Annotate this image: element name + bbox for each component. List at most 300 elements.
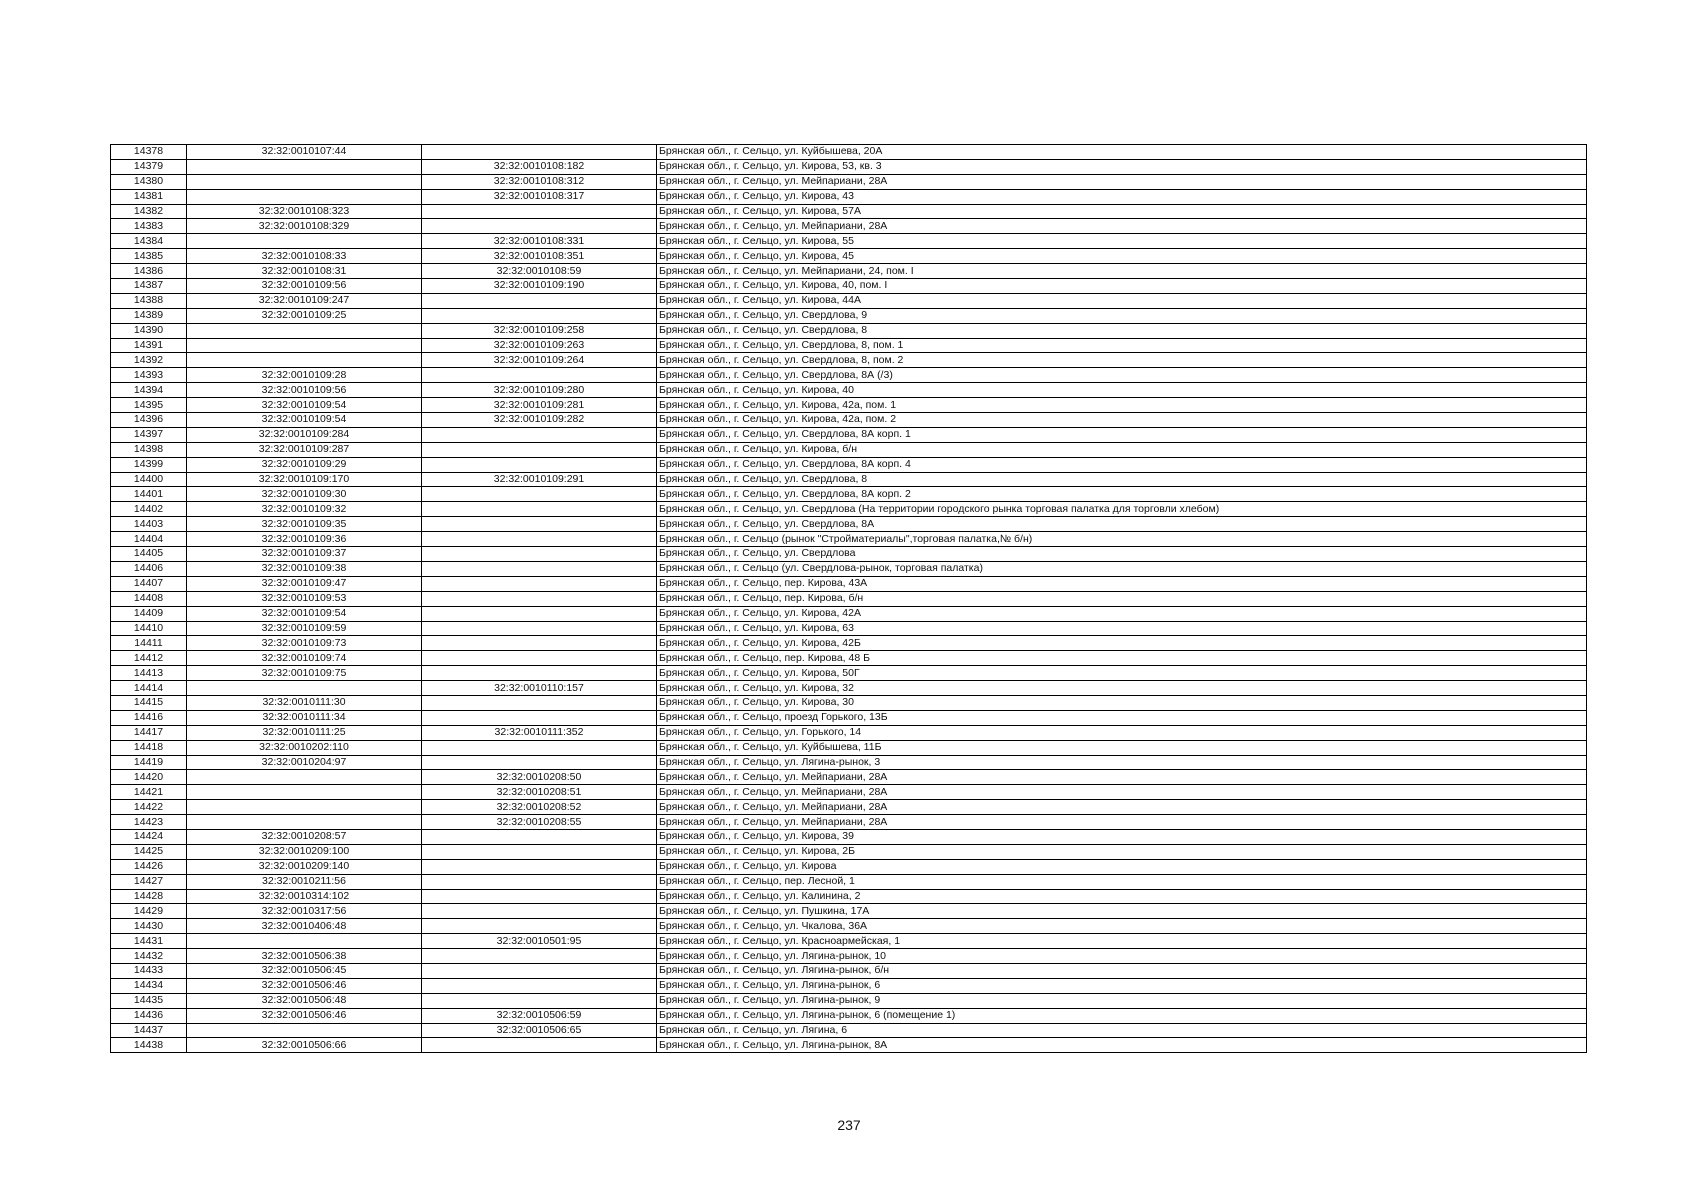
object-cadastral-number-cell bbox=[422, 487, 657, 502]
row-number-cell: 14409 bbox=[111, 606, 187, 621]
object-cadastral-number-cell bbox=[422, 829, 657, 844]
row-number-cell: 14427 bbox=[111, 874, 187, 889]
cadastral-number-cell bbox=[187, 159, 422, 174]
table-row bbox=[111, 532, 1587, 547]
table-row bbox=[111, 442, 1587, 457]
cadastral-number-cell: 32:32:0010109:37 bbox=[187, 547, 422, 562]
row-number-cell: 14434 bbox=[111, 978, 187, 993]
object-cadastral-number-cell bbox=[422, 740, 657, 755]
property-table bbox=[110, 144, 1587, 1053]
cadastral-number-cell bbox=[187, 800, 422, 815]
row-number-cell: 14406 bbox=[111, 561, 187, 576]
address-cell: Брянская обл., г. Сельцо, ул. Мейпариани, 24, пом. I bbox=[657, 264, 1587, 279]
table-row bbox=[111, 755, 1587, 770]
cadastral-number-cell: 32:32:0010109:284 bbox=[187, 427, 422, 442]
object-cadastral-number-cell: 32:32:0010506:65 bbox=[422, 1023, 657, 1038]
table-row bbox=[111, 725, 1587, 740]
object-cadastral-number-cell: 32:32:0010109:282 bbox=[422, 413, 657, 428]
table-row bbox=[111, 770, 1587, 785]
address-cell: Брянская обл., г. Сельцо, ул. Кирова, 53, кв. 3 bbox=[657, 159, 1587, 174]
address-cell: Брянская обл., г. Сельцо, ул. Мейпариани, 28А bbox=[657, 770, 1587, 785]
row-number-cell: 14418 bbox=[111, 740, 187, 755]
address-cell: Брянская обл., г. Сельцо, ул. Свердлова (На территории городского рынка торговая палатка для торговли хлебом) bbox=[657, 502, 1587, 517]
row-number-cell: 14381 bbox=[111, 189, 187, 204]
address-cell: Брянская обл., г. Сельцо, ул. Калинина, 2 bbox=[657, 889, 1587, 904]
row-number-cell: 14429 bbox=[111, 904, 187, 919]
row-number-cell: 14414 bbox=[111, 681, 187, 696]
row-number-cell: 14402 bbox=[111, 502, 187, 517]
cadastral-number-cell: 32:32:0010506:38 bbox=[187, 949, 422, 964]
row-number-cell: 14420 bbox=[111, 770, 187, 785]
table-row bbox=[111, 174, 1587, 189]
table-row bbox=[111, 949, 1587, 964]
cadastral-number-cell: 32:32:0010109:287 bbox=[187, 442, 422, 457]
cadastral-number-cell: 32:32:0010109:35 bbox=[187, 517, 422, 532]
table-row bbox=[111, 800, 1587, 815]
address-cell: Брянская обл., г. Сельцо, ул. Свердлова, 8А bbox=[657, 517, 1587, 532]
table-row bbox=[111, 904, 1587, 919]
row-number-cell: 14391 bbox=[111, 338, 187, 353]
cadastral-number-cell bbox=[187, 815, 422, 830]
row-number-cell: 14387 bbox=[111, 279, 187, 294]
object-cadastral-number-cell bbox=[422, 591, 657, 606]
row-number-cell: 14397 bbox=[111, 427, 187, 442]
row-number-cell: 14433 bbox=[111, 963, 187, 978]
cadastral-number-cell: 32:32:0010108:31 bbox=[187, 264, 422, 279]
cadastral-number-cell: 32:32:0010108:33 bbox=[187, 249, 422, 264]
address-cell: Брянская обл., г. Сельцо, ул. Кирова, 57А bbox=[657, 204, 1587, 219]
address-cell: Брянская обл., г. Сельцо, ул. Пушкина, 17А bbox=[657, 904, 1587, 919]
row-number-cell: 14423 bbox=[111, 815, 187, 830]
row-number-cell: 14419 bbox=[111, 755, 187, 770]
table-row bbox=[111, 487, 1587, 502]
row-number-cell: 14432 bbox=[111, 949, 187, 964]
row-number-cell: 14437 bbox=[111, 1023, 187, 1038]
address-cell: Брянская обл., г. Сельцо, ул. Куйбышева, 20А bbox=[657, 145, 1587, 160]
object-cadastral-number-cell: 32:32:0010108:182 bbox=[422, 159, 657, 174]
object-cadastral-number-cell: 32:32:0010110:157 bbox=[422, 681, 657, 696]
address-cell: Брянская обл., г. Сельцо, ул. Лягина-рынок, б/н bbox=[657, 963, 1587, 978]
object-cadastral-number-cell bbox=[422, 963, 657, 978]
address-cell: Брянская обл., г. Сельцо, ул. Кирова, 42а, пом. 2 bbox=[657, 413, 1587, 428]
table-row bbox=[111, 606, 1587, 621]
table-row bbox=[111, 710, 1587, 725]
object-cadastral-number-cell: 32:32:0010108:317 bbox=[422, 189, 657, 204]
address-cell: Брянская обл., г. Сельцо, ул. Кирова, 40 bbox=[657, 383, 1587, 398]
row-number-cell: 14386 bbox=[111, 264, 187, 279]
table-row bbox=[111, 919, 1587, 934]
object-cadastral-number-cell bbox=[422, 844, 657, 859]
cadastral-number-cell: 32:32:0010109:54 bbox=[187, 606, 422, 621]
cadastral-number-cell bbox=[187, 234, 422, 249]
cadastral-number-cell: 32:32:0010109:25 bbox=[187, 308, 422, 323]
row-number-cell: 14399 bbox=[111, 457, 187, 472]
cadastral-number-cell bbox=[187, 338, 422, 353]
table-row bbox=[111, 189, 1587, 204]
object-cadastral-number-cell bbox=[422, 755, 657, 770]
object-cadastral-number-cell: 32:32:0010109:281 bbox=[422, 398, 657, 413]
table-row bbox=[111, 413, 1587, 428]
table-row bbox=[111, 934, 1587, 949]
cadastral-number-cell bbox=[187, 174, 422, 189]
address-cell: Брянская обл., г. Сельцо, ул. Лягина-рынок, 8А bbox=[657, 1038, 1587, 1053]
object-cadastral-number-cell bbox=[422, 219, 657, 234]
address-cell: Брянская обл., г. Сельцо, ул. Кирова, 55 bbox=[657, 234, 1587, 249]
table-row bbox=[111, 1038, 1587, 1053]
row-number-cell: 14383 bbox=[111, 219, 187, 234]
address-cell: Брянская обл., г. Сельцо, ул. Кирова, 50Г bbox=[657, 666, 1587, 681]
address-cell: Брянская обл., г. Сельцо, ул. Свердлова bbox=[657, 547, 1587, 562]
table-row bbox=[111, 844, 1587, 859]
row-number-cell: 14426 bbox=[111, 859, 187, 874]
cadastral-number-cell: 32:32:0010109:36 bbox=[187, 532, 422, 547]
row-number-cell: 14436 bbox=[111, 1008, 187, 1023]
address-cell: Брянская обл., г. Сельцо, ул. Свердлова, 9 bbox=[657, 308, 1587, 323]
address-cell: Брянская обл., г. Сельцо, ул. Мейпариани, 28А bbox=[657, 219, 1587, 234]
object-cadastral-number-cell bbox=[422, 636, 657, 651]
row-number-cell: 14422 bbox=[111, 800, 187, 815]
cadastral-number-cell: 32:32:0010506:46 bbox=[187, 1008, 422, 1023]
address-cell: Брянская обл., г. Сельцо, ул. Куйбышева, 11Б bbox=[657, 740, 1587, 755]
table-row bbox=[111, 472, 1587, 487]
row-number-cell: 14400 bbox=[111, 472, 187, 487]
address-cell: Брянская обл., г. Сельцо, ул. Кирова, 63 bbox=[657, 621, 1587, 636]
cadastral-number-cell: 32:32:0010202:110 bbox=[187, 740, 422, 755]
cadastral-number-cell: 32:32:0010111:30 bbox=[187, 695, 422, 710]
table-row bbox=[111, 740, 1587, 755]
object-cadastral-number-cell bbox=[422, 368, 657, 383]
table-row bbox=[111, 293, 1587, 308]
cadastral-number-cell bbox=[187, 681, 422, 696]
table-row bbox=[111, 398, 1587, 413]
address-cell: Брянская обл., г. Сельцо, пер. Лесной, 1 bbox=[657, 874, 1587, 889]
object-cadastral-number-cell: 32:32:0010109:190 bbox=[422, 279, 657, 294]
table-row bbox=[111, 547, 1587, 562]
row-number-cell: 14435 bbox=[111, 993, 187, 1008]
cadastral-number-cell: 32:32:0010109:75 bbox=[187, 666, 422, 681]
object-cadastral-number-cell: 32:32:0010109:280 bbox=[422, 383, 657, 398]
row-number-cell: 14398 bbox=[111, 442, 187, 457]
cadastral-number-cell: 32:32:0010208:57 bbox=[187, 829, 422, 844]
cadastral-number-cell: 32:32:0010211:56 bbox=[187, 874, 422, 889]
table-row bbox=[111, 219, 1587, 234]
row-number-cell: 14438 bbox=[111, 1038, 187, 1053]
object-cadastral-number-cell bbox=[422, 651, 657, 666]
address-cell: Брянская обл., г. Сельцо, ул. Кирова, 42Б bbox=[657, 636, 1587, 651]
cadastral-number-cell: 32:32:0010109:74 bbox=[187, 651, 422, 666]
table-row bbox=[111, 681, 1587, 696]
cadastral-number-cell: 32:32:0010109:47 bbox=[187, 576, 422, 591]
row-number-cell: 14390 bbox=[111, 323, 187, 338]
object-cadastral-number-cell bbox=[422, 606, 657, 621]
address-cell: Брянская обл., г. Сельцо, ул. Лягина, 6 bbox=[657, 1023, 1587, 1038]
row-number-cell: 14393 bbox=[111, 368, 187, 383]
address-cell: Брянская обл., г. Сельцо, ул. Лягина-рынок, 6 (помещение 1) bbox=[657, 1008, 1587, 1023]
table-row bbox=[111, 204, 1587, 219]
object-cadastral-number-cell bbox=[422, 457, 657, 472]
object-cadastral-number-cell bbox=[422, 949, 657, 964]
address-cell: Брянская обл., г. Сельцо, проезд Горького, 13Б bbox=[657, 710, 1587, 725]
object-cadastral-number-cell: 32:32:0010208:51 bbox=[422, 785, 657, 800]
cadastral-number-cell: 32:32:0010209:140 bbox=[187, 859, 422, 874]
table-row bbox=[111, 368, 1587, 383]
object-cadastral-number-cell: 32:32:0010108:312 bbox=[422, 174, 657, 189]
object-cadastral-number-cell: 32:32:0010109:258 bbox=[422, 323, 657, 338]
address-cell: Брянская обл., г. Сельцо (рынок "Стройматериалы",торговая палатка,№ б/н) bbox=[657, 532, 1587, 547]
address-cell: Брянская обл., г. Сельцо, ул. Горького, 14 bbox=[657, 725, 1587, 740]
cadastral-number-cell: 32:32:0010506:46 bbox=[187, 978, 422, 993]
cadastral-number-cell: 32:32:0010209:100 bbox=[187, 844, 422, 859]
object-cadastral-number-cell: 32:32:0010108:351 bbox=[422, 249, 657, 264]
address-cell: Брянская обл., г. Сельцо, ул. Кирова, 42А bbox=[657, 606, 1587, 621]
cadastral-number-cell: 32:32:0010406:48 bbox=[187, 919, 422, 934]
row-number-cell: 14396 bbox=[111, 413, 187, 428]
address-cell: Брянская обл., г. Сельцо, ул. Красноармейская, 1 bbox=[657, 934, 1587, 949]
object-cadastral-number-cell bbox=[422, 427, 657, 442]
cadastral-number-cell: 32:32:0010314:102 bbox=[187, 889, 422, 904]
address-cell: Брянская обл., г. Сельцо, ул. Свердлова, 8А (/3) bbox=[657, 368, 1587, 383]
cadastral-number-cell: 32:32:0010109:32 bbox=[187, 502, 422, 517]
object-cadastral-number-cell bbox=[422, 919, 657, 934]
table-row bbox=[111, 978, 1587, 993]
address-cell: Брянская обл., г. Сельцо, ул. Кирова, 42а, пом. 1 bbox=[657, 398, 1587, 413]
cadastral-number-cell: 32:32:0010317:56 bbox=[187, 904, 422, 919]
object-cadastral-number-cell: 32:32:0010109:291 bbox=[422, 472, 657, 487]
object-cadastral-number-cell bbox=[422, 547, 657, 562]
address-cell: Брянская обл., г. Сельцо, ул. Кирова, 43 bbox=[657, 189, 1587, 204]
object-cadastral-number-cell: 32:32:0010109:264 bbox=[422, 353, 657, 368]
row-number-cell: 14395 bbox=[111, 398, 187, 413]
row-number-cell: 14380 bbox=[111, 174, 187, 189]
table-row bbox=[111, 249, 1587, 264]
object-cadastral-number-cell bbox=[422, 904, 657, 919]
row-number-cell: 14394 bbox=[111, 383, 187, 398]
row-number-cell: 14388 bbox=[111, 293, 187, 308]
cadastral-number-cell: 32:32:0010107:44 bbox=[187, 145, 422, 160]
row-number-cell: 14404 bbox=[111, 532, 187, 547]
cadastral-number-cell: 32:32:0010109:28 bbox=[187, 368, 422, 383]
cadastral-number-cell bbox=[187, 353, 422, 368]
cadastral-number-cell: 32:32:0010109:56 bbox=[187, 383, 422, 398]
address-cell: Брянская обл., г. Сельцо, пер. Кирова, б/н bbox=[657, 591, 1587, 606]
object-cadastral-number-cell bbox=[422, 576, 657, 591]
cadastral-number-cell: 32:32:0010109:54 bbox=[187, 413, 422, 428]
cadastral-number-cell: 32:32:0010108:329 bbox=[187, 219, 422, 234]
object-cadastral-number-cell: 32:32:0010208:55 bbox=[422, 815, 657, 830]
object-cadastral-number-cell bbox=[422, 710, 657, 725]
address-cell: Брянская обл., г. Сельцо, ул. Свердлова, 8, пом. 2 bbox=[657, 353, 1587, 368]
object-cadastral-number-cell: 32:32:0010109:263 bbox=[422, 338, 657, 353]
cadastral-number-cell: 32:32:0010109:247 bbox=[187, 293, 422, 308]
address-cell: Брянская обл., г. Сельцо, ул. Лягина-рынок, 10 bbox=[657, 949, 1587, 964]
object-cadastral-number-cell: 32:32:0010111:352 bbox=[422, 725, 657, 740]
cadastral-number-cell: 32:32:0010506:66 bbox=[187, 1038, 422, 1053]
object-cadastral-number-cell bbox=[422, 293, 657, 308]
cadastral-number-cell: 32:32:0010108:323 bbox=[187, 204, 422, 219]
address-cell: Брянская обл., г. Сельцо, ул. Лягина-рынок, 6 bbox=[657, 978, 1587, 993]
address-cell: Брянская обл., г. Сельцо, ул. Мейпариани, 28А bbox=[657, 815, 1587, 830]
row-number-cell: 14424 bbox=[111, 829, 187, 844]
table-row bbox=[111, 264, 1587, 279]
object-cadastral-number-cell: 32:32:0010208:52 bbox=[422, 800, 657, 815]
object-cadastral-number-cell bbox=[422, 889, 657, 904]
object-cadastral-number-cell bbox=[422, 621, 657, 636]
object-cadastral-number-cell: 32:32:0010108:59 bbox=[422, 264, 657, 279]
row-number-cell: 14417 bbox=[111, 725, 187, 740]
cadastral-number-cell: 32:32:0010506:45 bbox=[187, 963, 422, 978]
table-row bbox=[111, 502, 1587, 517]
object-cadastral-number-cell bbox=[422, 1038, 657, 1053]
address-cell: Брянская обл., г. Сельцо (ул. Свердлова-рынок, торговая палатка) bbox=[657, 561, 1587, 576]
table-row bbox=[111, 234, 1587, 249]
object-cadastral-number-cell: 32:32:0010501:95 bbox=[422, 934, 657, 949]
address-cell: Брянская обл., г. Сельцо, пер. Кирова, 48 Б bbox=[657, 651, 1587, 666]
address-cell: Брянская обл., г. Сельцо, ул. Кирова bbox=[657, 859, 1587, 874]
table-row bbox=[111, 323, 1587, 338]
cadastral-number-cell: 32:32:0010109:29 bbox=[187, 457, 422, 472]
table-row bbox=[111, 427, 1587, 442]
row-number-cell: 14382 bbox=[111, 204, 187, 219]
object-cadastral-number-cell bbox=[422, 145, 657, 160]
address-cell: Брянская обл., г. Сельцо, ул. Чкалова, 36А bbox=[657, 919, 1587, 934]
row-number-cell: 14415 bbox=[111, 695, 187, 710]
table-row bbox=[111, 651, 1587, 666]
row-number-cell: 14416 bbox=[111, 710, 187, 725]
object-cadastral-number-cell bbox=[422, 993, 657, 1008]
address-cell: Брянская обл., г. Сельцо, пер. Кирова, 43А bbox=[657, 576, 1587, 591]
table-row bbox=[111, 145, 1587, 160]
table-row bbox=[111, 695, 1587, 710]
row-number-cell: 14431 bbox=[111, 934, 187, 949]
object-cadastral-number-cell bbox=[422, 561, 657, 576]
object-cadastral-number-cell bbox=[422, 517, 657, 532]
address-cell: Брянская обл., г. Сельцо, ул. Свердлова, 8А корп. 2 bbox=[657, 487, 1587, 502]
address-cell: Брянская обл., г. Сельцо, ул. Мейпариани, 28А bbox=[657, 174, 1587, 189]
cadastral-number-cell: 32:32:0010109:170 bbox=[187, 472, 422, 487]
row-number-cell: 14401 bbox=[111, 487, 187, 502]
table-row bbox=[111, 308, 1587, 323]
object-cadastral-number-cell bbox=[422, 204, 657, 219]
row-number-cell: 14421 bbox=[111, 785, 187, 800]
cadastral-number-cell bbox=[187, 189, 422, 204]
row-number-cell: 14413 bbox=[111, 666, 187, 681]
row-number-cell: 14403 bbox=[111, 517, 187, 532]
table-row bbox=[111, 383, 1587, 398]
cadastral-number-cell: 32:32:0010109:56 bbox=[187, 279, 422, 294]
address-cell: Брянская обл., г. Сельцо, ул. Мейпариани, 28А bbox=[657, 785, 1587, 800]
address-cell: Брянская обл., г. Сельцо, ул. Лягина-рынок, 3 bbox=[657, 755, 1587, 770]
row-number-cell: 14378 bbox=[111, 145, 187, 160]
page-number: 237 bbox=[837, 1117, 861, 1133]
row-number-cell: 14405 bbox=[111, 547, 187, 562]
table-row bbox=[111, 666, 1587, 681]
address-cell: Брянская обл., г. Сельцо, ул. Свердлова, 8 bbox=[657, 472, 1587, 487]
object-cadastral-number-cell bbox=[422, 502, 657, 517]
object-cadastral-number-cell: 32:32:0010506:59 bbox=[422, 1008, 657, 1023]
address-cell: Брянская обл., г. Сельцо, ул. Лягина-рынок, 9 bbox=[657, 993, 1587, 1008]
row-number-cell: 14411 bbox=[111, 636, 187, 651]
row-number-cell: 14430 bbox=[111, 919, 187, 934]
address-cell: Брянская обл., г. Сельцо, ул. Кирова, 39 bbox=[657, 829, 1587, 844]
table-row bbox=[111, 338, 1587, 353]
cadastral-number-cell: 32:32:0010111:25 bbox=[187, 725, 422, 740]
table-row bbox=[111, 591, 1587, 606]
cadastral-number-cell: 32:32:0010109:73 bbox=[187, 636, 422, 651]
row-number-cell: 14412 bbox=[111, 651, 187, 666]
cadastral-number-cell: 32:32:0010109:30 bbox=[187, 487, 422, 502]
row-number-cell: 14384 bbox=[111, 234, 187, 249]
row-number-cell: 14392 bbox=[111, 353, 187, 368]
row-number-cell: 14385 bbox=[111, 249, 187, 264]
cadastral-number-cell bbox=[187, 1023, 422, 1038]
table-row bbox=[111, 829, 1587, 844]
table-row bbox=[111, 1023, 1587, 1038]
table-row bbox=[111, 874, 1587, 889]
object-cadastral-number-cell: 32:32:0010208:50 bbox=[422, 770, 657, 785]
address-cell: Брянская обл., г. Сельцо, ул. Кирова, 45 bbox=[657, 249, 1587, 264]
address-cell: Брянская обл., г. Сельцо, ул. Кирова, 32 bbox=[657, 681, 1587, 696]
object-cadastral-number-cell bbox=[422, 978, 657, 993]
cadastral-number-cell: 32:32:0010111:34 bbox=[187, 710, 422, 725]
cadastral-number-cell: 32:32:0010109:53 bbox=[187, 591, 422, 606]
address-cell: Брянская обл., г. Сельцо, ул. Кирова, 44А bbox=[657, 293, 1587, 308]
object-cadastral-number-cell bbox=[422, 695, 657, 710]
row-number-cell: 14410 bbox=[111, 621, 187, 636]
object-cadastral-number-cell bbox=[422, 532, 657, 547]
cadastral-number-cell: 32:32:0010204:97 bbox=[187, 755, 422, 770]
address-cell: Брянская обл., г. Сельцо, ул. Кирова, 40, пом. I bbox=[657, 279, 1587, 294]
cadastral-number-cell bbox=[187, 323, 422, 338]
table-row bbox=[111, 561, 1587, 576]
cadastral-number-cell: 32:32:0010109:59 bbox=[187, 621, 422, 636]
table-row bbox=[111, 963, 1587, 978]
table-row bbox=[111, 993, 1587, 1008]
address-cell: Брянская обл., г. Сельцо, ул. Кирова, 30 bbox=[657, 695, 1587, 710]
cadastral-number-cell bbox=[187, 770, 422, 785]
table-row bbox=[111, 636, 1587, 651]
cadastral-number-cell bbox=[187, 785, 422, 800]
object-cadastral-number-cell bbox=[422, 442, 657, 457]
table-row bbox=[111, 457, 1587, 472]
row-number-cell: 14428 bbox=[111, 889, 187, 904]
object-cadastral-number-cell bbox=[422, 666, 657, 681]
address-cell: Брянская обл., г. Сельцо, ул. Свердлова, 8А корп. 4 bbox=[657, 457, 1587, 472]
address-cell: Брянская обл., г. Сельцо, ул. Свердлова, 8 bbox=[657, 323, 1587, 338]
cadastral-number-cell: 32:32:0010506:48 bbox=[187, 993, 422, 1008]
table-body bbox=[111, 145, 1587, 1053]
address-cell: Брянская обл., г. Сельцо, ул. Кирова, б/н bbox=[657, 442, 1587, 457]
table-row bbox=[111, 353, 1587, 368]
table-row bbox=[111, 279, 1587, 294]
object-cadastral-number-cell bbox=[422, 859, 657, 874]
table-row bbox=[111, 785, 1587, 800]
object-cadastral-number-cell: 32:32:0010108:331 bbox=[422, 234, 657, 249]
table-row bbox=[111, 576, 1587, 591]
table-row bbox=[111, 859, 1587, 874]
row-number-cell: 14389 bbox=[111, 308, 187, 323]
row-number-cell: 14379 bbox=[111, 159, 187, 174]
table-row bbox=[111, 815, 1587, 830]
cadastral-number-cell: 32:32:0010109:54 bbox=[187, 398, 422, 413]
object-cadastral-number-cell bbox=[422, 874, 657, 889]
address-cell: Брянская обл., г. Сельцо, ул. Свердлова, 8А корп. 1 bbox=[657, 427, 1587, 442]
table-row bbox=[111, 889, 1587, 904]
address-cell: Брянская обл., г. Сельцо, ул. Кирова, 2Б bbox=[657, 844, 1587, 859]
table-row bbox=[111, 517, 1587, 532]
table-row bbox=[111, 621, 1587, 636]
row-number-cell: 14408 bbox=[111, 591, 187, 606]
row-number-cell: 14425 bbox=[111, 844, 187, 859]
